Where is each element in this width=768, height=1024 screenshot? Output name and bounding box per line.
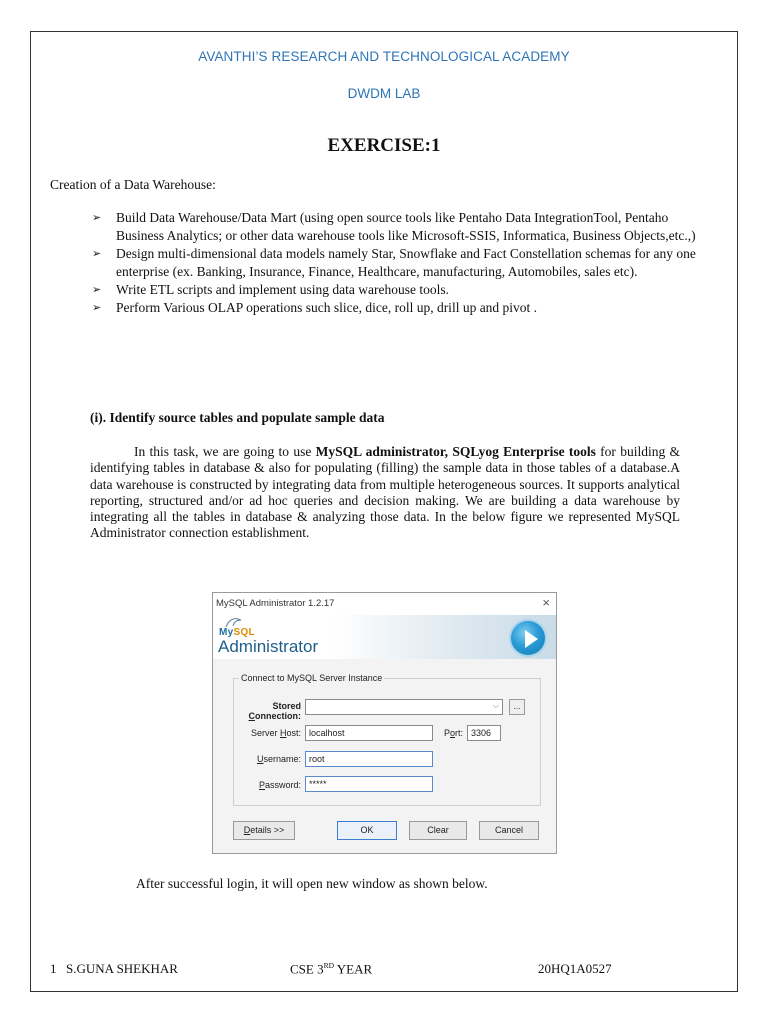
- cancel-button[interactable]: Cancel: [479, 821, 539, 840]
- chevron-down-icon: ⌵: [492, 701, 499, 710]
- body-paragraph: In this task, we are going to use MySQL administrator, SQLyog Enterprise tools for building & identifying tables in database & also for populating (filling) the sample data in those tables of a database.A data warehouse is constructed by integrating data from multiple heterogeneous sources. It supports analytical reporting, structured and/or ad hoc queries and decision making. We are building a data warehouse by integrating all the tables in database & analyzing those data. In the below figure we represented MySQL Administrator connection establishment.: [90, 444, 680, 541]
- arrow-bullet-icon: ➢: [92, 283, 102, 296]
- server-host-label: Server Host:: [250, 728, 301, 738]
- server-host-input[interactable]: localhost: [305, 725, 433, 741]
- footer-course: CSE 3RD YEAR: [290, 961, 373, 977]
- lab-header: DWDM LAB: [347, 86, 421, 101]
- institution-header: AVANTHI’S RESEARCH AND TECHNOLOGICAL ACADEMY: [198, 49, 570, 64]
- arrow-bullet-icon: ➢: [92, 247, 102, 260]
- connection-group-label: Connect to MySQL Server Instance: [241, 673, 383, 683]
- exercise-title: EXERCISE:1: [327, 135, 441, 156]
- mysql-login-dialog: [212, 592, 557, 854]
- list-item: ➢ Build Data Warehouse/Data Mart (using open source tools like Pentaho Data IntegrationTool, Pentaho Business Analytics; or other data warehouse tools like Microsoft-SSIS, Informatica, Business Objects,etc.,): [92, 210, 696, 243]
- task-list: [92, 209, 712, 317]
- clear-button[interactable]: Clear: [409, 821, 467, 840]
- list-item: ➢ Design multi-dimensional data models namely Star, Snowflake and Fact Constellation schemas for any one enterprise (ex. Banking, Insurance, Finance, Healthcare, manufacturing, Automobiles, sales etc).: [92, 246, 696, 279]
- section-heading: (i). Identify source tables and populate sample data: [90, 410, 385, 425]
- username-label: Username:: [256, 754, 301, 764]
- ok-button[interactable]: OK: [337, 821, 397, 840]
- administrator-logo-text: Administrator: [218, 637, 319, 656]
- dialog-titlebar: [213, 593, 556, 615]
- password-input[interactable]: *****: [305, 776, 433, 792]
- footer-page-number: 1: [50, 961, 57, 976]
- dialog-banner: [213, 615, 556, 659]
- play-icon[interactable]: [509, 619, 547, 657]
- port-input[interactable]: 3306: [467, 725, 501, 741]
- arrow-bullet-icon: ➢: [92, 301, 102, 314]
- mysql-logo: MySQL: [219, 627, 255, 638]
- stored-connection-select[interactable]: [305, 699, 503, 715]
- details-button[interactable]: Details >>: [233, 821, 295, 840]
- browse-connections-button[interactable]: ...: [509, 699, 525, 715]
- port-label: Port:: [443, 728, 463, 738]
- arrow-bullet-icon: ➢: [92, 211, 102, 224]
- footer-author: S.GUNA SHEKHAR: [66, 961, 178, 976]
- list-item: ➢ Write ETL scripts and implement using data warehouse tools.: [92, 282, 449, 297]
- stored-connection-label: Stored Connection:: [248, 701, 301, 721]
- footer-roll-number: 20HQ1A0527: [538, 961, 612, 976]
- intro-text: Creation of a Data Warehouse:: [50, 177, 216, 192]
- username-input[interactable]: root: [305, 751, 433, 767]
- password-label: Password:: [258, 780, 301, 790]
- list-item: ➢ Perform Various OLAP operations such slice, dice, roll up, drill up and pivot .: [92, 300, 538, 315]
- tools-emphasis: MySQL administrator, SQLyog Enterprise tools: [315, 444, 596, 459]
- dialog-title: MySQL Administrator 1.2.17: [216, 598, 335, 609]
- close-icon[interactable]: ×: [542, 595, 550, 610]
- after-login-text: After successful login, it will open new window as shown below.: [136, 876, 488, 891]
